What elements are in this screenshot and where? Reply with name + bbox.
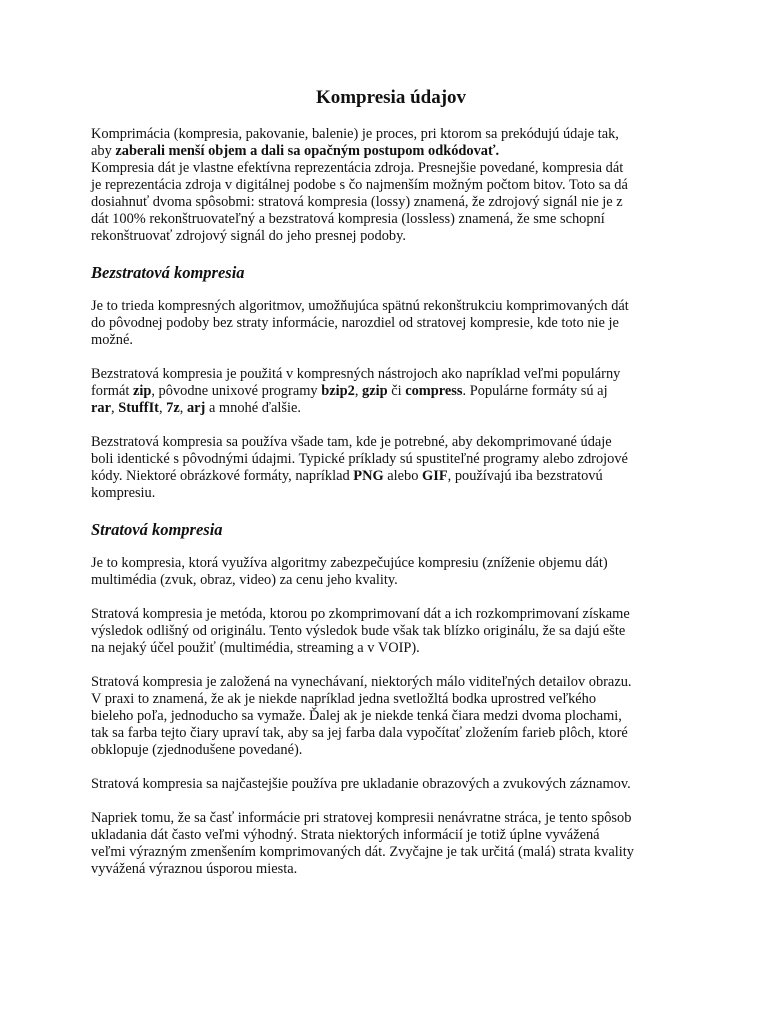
lossless-paragraph-1 <box>91 298 691 349</box>
document-title: Kompresia údajov <box>315 87 467 108</box>
text-line: boli identické s pôvodnými údajmi. Typické príklady sú spustiteľné programy alebo zdrojové <box>91 451 628 467</box>
format-name: compress <box>405 383 463 399</box>
format-name: zip <box>132 383 152 399</box>
text-line: Kompresia dát je vlastne efektívna reprezentácia zdroja. Presnejšie povedané, kompresia dát <box>91 160 624 176</box>
text-line: vyvážená výraznou úsporou miesta. <box>91 861 298 877</box>
text-line: kódy. Niektoré obrázkové formáty, napríklad PNG alebo GIF, používajú iba bezstratovú <box>91 468 603 484</box>
text-line: Bezstratová kompresia sa používa všade tam, kde je potrebné, aby dekomprimované údaje <box>91 434 612 450</box>
format-name: StuffIt <box>118 400 159 416</box>
lossy-paragraph-3 <box>91 674 691 759</box>
format-name: rar <box>91 400 111 416</box>
text-line: dosiahnuť dvoma spôsobmi: stratová kompresia (lossy) znamená, že zdrojový signál nie je z <box>91 194 623 210</box>
text-line: obklopuje (zjednodušene povedané). <box>91 742 303 758</box>
text-line: bieleho poľa, jednoducho sa vymaže. Ďalej ak je niekde tenká čiara medzi dvoma plochami, <box>91 708 622 724</box>
text-line: rekonštruovať zdrojový signál do jeho presnej podoby. <box>91 228 406 244</box>
text-line: Je to trieda kompresných algoritmov, umožňujúca spätnú rekonštrukciu komprimovaných dát <box>91 298 629 314</box>
text-line: Stratová kompresia sa najčastejšie používa pre ukladanie obrazových a zvukových záznamov. <box>91 776 631 792</box>
text-line: multimédia (zvuk, obraz, video) za cenu jeho kvality. <box>91 572 398 588</box>
format-name: arj <box>186 400 206 416</box>
text-line: ukladania dát často veľmi výhodný. Strata niektorých informácií je totiž úplne vyvážená <box>91 827 600 843</box>
lossy-paragraph-1 <box>91 555 691 589</box>
document-page <box>91 86 691 878</box>
text-line: Napriek tomu, že sa časť informácie pri stratovej kompresii nenávratne stráca, je tento spôsob <box>91 810 632 826</box>
text-line: možné. <box>91 332 133 348</box>
intro-paragraph <box>91 126 691 245</box>
text-line: na nejaký účel použiť (multimédia, streaming a v VOIP). <box>91 640 420 656</box>
section-heading-lossless: Bezstratová kompresia <box>91 263 245 282</box>
text-line: kompresiu. <box>91 485 156 501</box>
text-line: Stratová kompresia je založená na vynechávaní, niektorých málo viditeľných detailov obrazu. <box>91 674 632 690</box>
text-line: do pôvodnej podoby bez straty informácie, narozdiel od stratovej kompresie, kde toto nie je <box>91 315 619 331</box>
text-line: tak sa farba tejto čiary upraví tak, aby sa jej farba dala vypočítať zložením farieb plôch, ktoré <box>91 725 628 741</box>
text-line: je reprezentácia zdroja v digitálnej podobe s čo najmenším možným počtom bitov. Toto sa dá <box>91 177 628 193</box>
format-name: PNG <box>353 468 384 484</box>
emphasis-text: zaberali menší objem a dali sa opačným postupom odkódovať. <box>115 143 500 159</box>
lossless-paragraph-2 <box>91 366 691 417</box>
format-name: gzip <box>362 383 388 399</box>
text-line: výsledok odlišný od originálu. Tento výsledok bude však tak blízko originálu, že sa dajú ešte <box>91 623 626 639</box>
text-line: V praxi to znamená, že ak je niekde napríklad jedna svetložltá bodka uprostred veľkého <box>91 691 597 707</box>
format-name: 7z <box>166 400 180 416</box>
text-line: aby zaberali menší objem a dali sa opačným postupom odkódovať. <box>91 143 500 159</box>
text-line: Stratová kompresia je metóda, ktorou po zkomprimovaní dát a ich rozkomprimovaní získame <box>91 606 630 622</box>
lossless-paragraph-3 <box>91 434 691 502</box>
text-line: formát zip, pôvodne unixové programy bzip2, gzip či compress. Populárne formáty sú aj <box>91 383 608 399</box>
text-line: veľmi výrazným zmenšením komprimovaných dát. Zvyčajne je tak určitá (malá) strata kvality <box>91 844 634 860</box>
text-line: dát 100% rekonštruovateľný a bezstratová kompresia (lossless) znamená, že sme schopní <box>91 211 605 227</box>
lossy-paragraph-2 <box>91 606 691 657</box>
lossy-paragraph-5 <box>91 810 691 878</box>
text-line: Bezstratová kompresia je použitá v kompresných nástrojoch ako napríklad veľmi populárny <box>91 366 621 382</box>
text-line: Je to kompresia, ktorá využíva algoritmy zabezpečujúce kompresiu (zníženie objemu dát) <box>91 555 608 571</box>
format-name: GIF <box>422 468 448 484</box>
format-name: bzip2 <box>321 383 355 399</box>
lossy-paragraph-4 <box>91 776 691 793</box>
section-heading-lossy: Stratová kompresia <box>91 520 223 539</box>
text-line: rar, StuffIt, 7z, arj a mnohé ďalšie. <box>91 400 301 416</box>
text-line: Komprimácia (kompresia, pakovanie, balenie) je proces, pri ktorom sa prekódujú údaje tak, <box>91 126 619 142</box>
